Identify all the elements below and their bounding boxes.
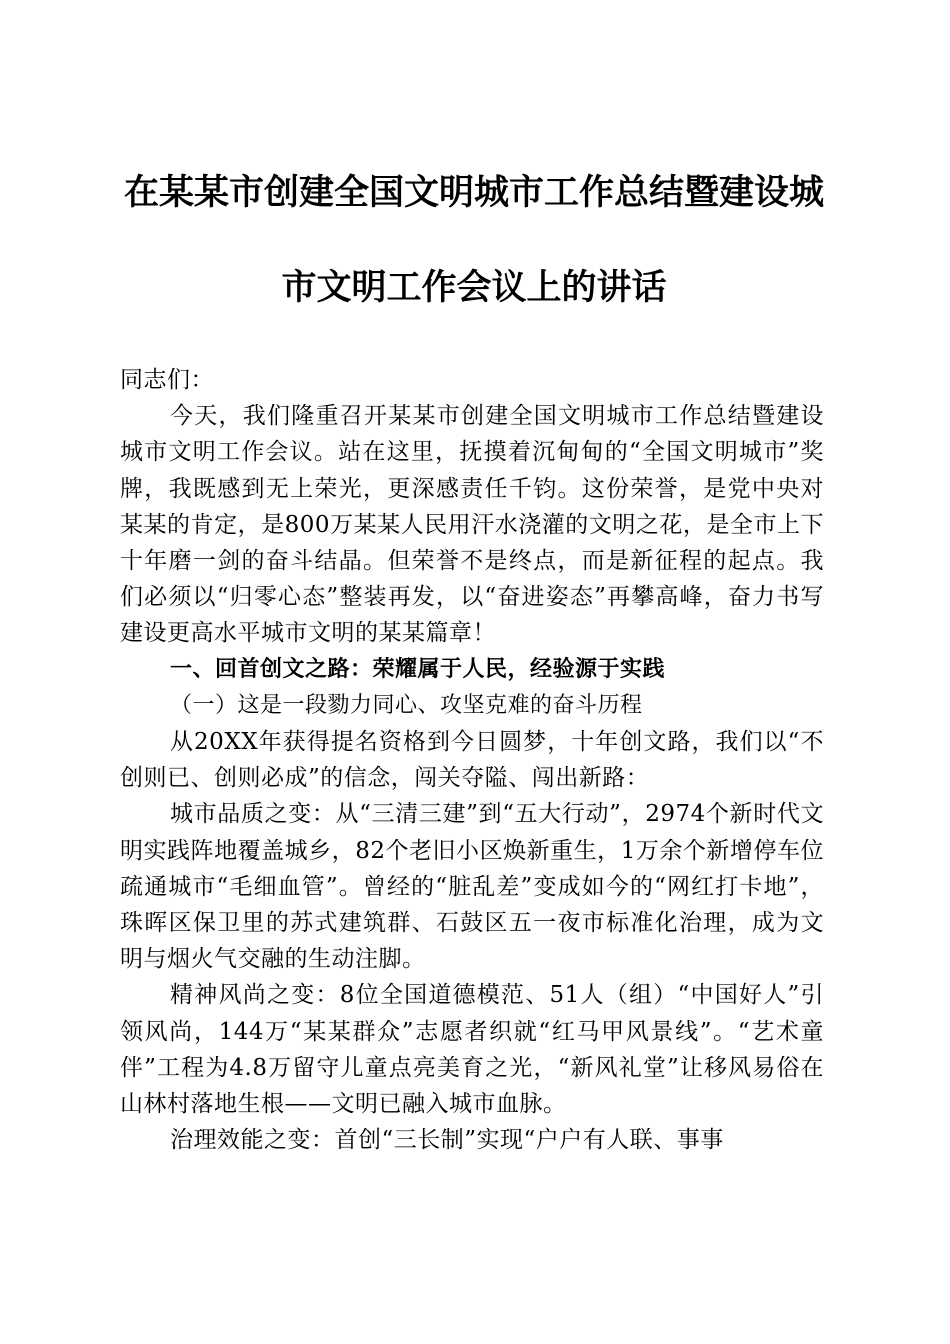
paragraph-governance: 治理效能之变：首创“三长制”实现“户户有人联、事事: [170, 1127, 724, 1154]
paragraph-spirit: 精神风尚之变：8位全国道德模范、51人（组）“中国好人”引领风尚，144万“某某群众”志愿者织就“红马甲风景线”。“艺术童伴”工程为4.8万留守儿童点亮美育之光，“新风礼堂”让移风易俗在山林村落地生根——文明已融入城市血脉。: [120, 982, 824, 1118]
document-title-line-2: 市文明工作会议上的讲话: [281, 267, 667, 308]
opening-paragraph: 今天，我们隆重召开某某市创建全国文明城市工作总结暨建设城市文明工作会议。站在这里，抚摸着沉甸甸的“全国文明城市”奖牌，我既感到无上荣光，更深感责任千钧。这份荣誉，是党中央对某某的肯定，是800万某某人民用汗水浇灌的文明之花，是全市上下十年磨一剑的奋斗结晶。但荣誉不是终点，而是新征程的起点。我们必须以“归零心态”整装再发，以“奋进姿态”再攀高峰，奋力书写建设更高水平城市文明的某某篇章！: [120, 403, 824, 647]
document-body: [120, 362, 824, 1158]
document-title-line-1: 在某某市创建全国文明城市工作总结暨建设城: [123, 172, 824, 213]
salutation: 同志们：: [120, 367, 214, 393]
subsection-heading-1: （一）这是一段勠力同心、攻坚克难的奋斗历程: [170, 692, 643, 718]
paragraph-city-quality: 城市品质之变：从“三清三建”到“五大行动”，2974个新时代文明实践阵地覆盖城乡，82个老旧小区焕新重生，1万余个新增停车位疏通城市“毛细血管”。曾经的“脏乱差”变成如今的“网红打卡地”，珠晖区保卫里的苏式建筑群、石鼓区五一夜市标准化治理，成为文明与烟火气交融的生动注脚。: [120, 801, 824, 973]
section-heading-1: 一、回首创文之路：荣耀属于人民，经验源于实践: [170, 656, 666, 682]
paragraph-history: 从20XX年获得提名资格到今日圆梦，十年创文路，我们以“不创则已、创则必成”的信念，闯关夺隘、闯出新路：: [120, 729, 824, 792]
